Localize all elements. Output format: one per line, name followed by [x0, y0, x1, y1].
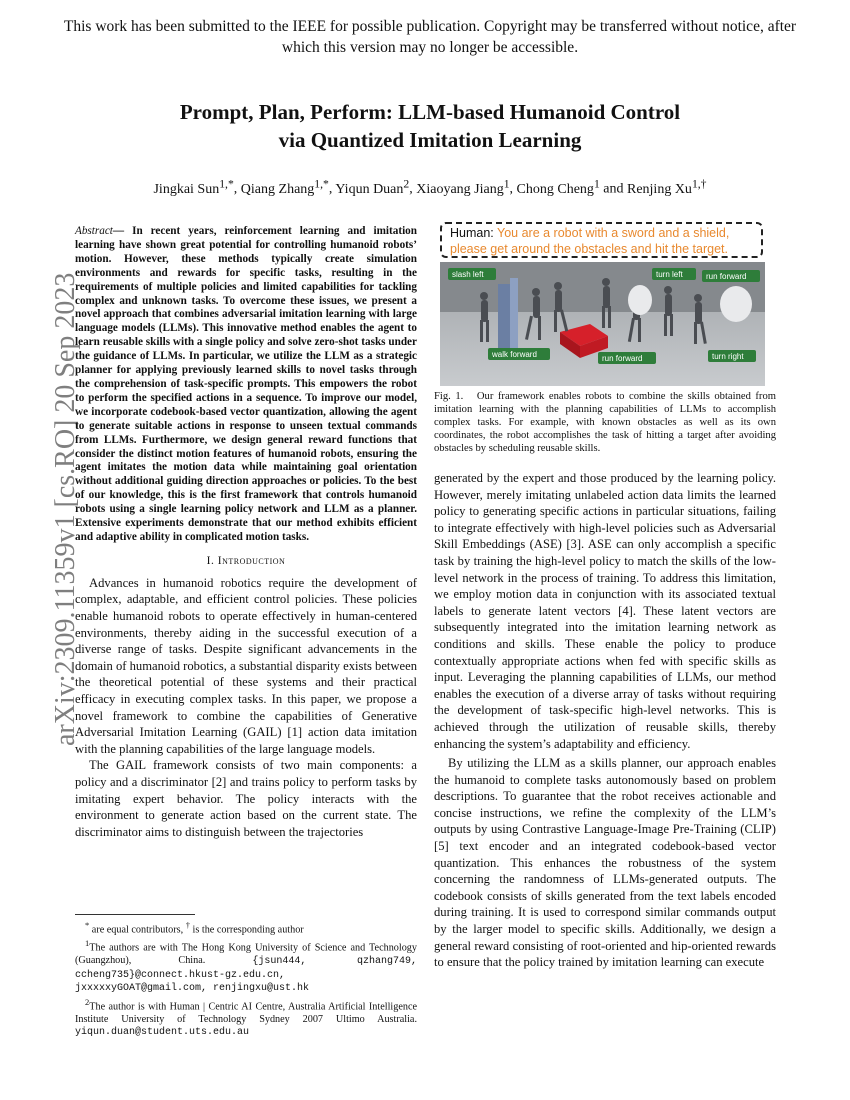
- author-3: Yiqun Duan$^2$: [335, 177, 410, 197]
- left-column: [75, 225, 417, 840]
- author-6: Renjing $Xu^{1,\dagger}$: [626, 177, 707, 197]
- section-heading-introduction: I. Introduction: [206, 554, 286, 567]
- author-list: Jingkai Sun$^{1,*}$, Qiang Zhang$^{1,*}$, Yiqun Duan$^2$, Xiaoyang Jiang$^1$, Chong Cheng$^1$ and Renjing $Xu^{1,\dagger}$: [153, 177, 707, 197]
- paragraph: The GAIL framework consists of two main components: a policy and a discriminator [2] and trains policy to perform tasks by imitating expert behavior. The policy interacts with the environment to generate action based on the current state. The discriminator aims to distinguish between the trajectories: [75, 758, 417, 839]
- submission-notice: This work has been submitted to the IEEE for possible publication. Copyright may be transferred without notice, after which this version may no longer be accessible.: [63, 18, 797, 56]
- footnote-equal-contrib: * are equal contributors, † is the corresponding author: [85, 920, 304, 936]
- arxiv-stamp: [26, 272, 81, 750]
- abstract-label: Abstract: [75, 225, 113, 237]
- paragraph: Advances in humanoid robotics require the development of complex, adaptable, and efficient control policies. These policies enable humanoid robots to operate effectively in human-centered environments, thereby aiding in the successful execution of a diverse range of tasks. Despite significant advancements in the domain of humanoid robotics, a substantial disparity exists between the theoretical potential of these systems and their practical efficacy in executing complex tasks. In this paper, we propose a novel framework to combine the capabilities of Generative Adversarial Imitation Learning (GAIL) [1] action data imitation with the planning capabilities of the large language models.: [75, 575, 417, 756]
- footnote-rule: [75, 914, 195, 915]
- human-prompt-box: [440, 222, 763, 258]
- shield: [720, 286, 752, 322]
- simulation-scene: [440, 262, 765, 386]
- right-column: [434, 470, 776, 971]
- paragraph: By utilizing the LLM as a skills planner, our approach enables the humanoid to complete tasks autonomously based on problem descriptions. To guarantee that the robot receives actionable and concise instructions, we refine the complexity of the LLM’s outputs by using Contrastive Language-Image Pre-Training (CLIP) [5] text encoder and an integrated codebook-based vector quantization. This enhances the robustness of the system concerning the randomness of LLMs-generated outputs. The codebook consists of skills generated from the text labels encoded during training. It is used to correspond similar commands output by the larger model to specific skills. Additionally, we design a general reward consisting of root-oriented and hip-oriented rewards to ensure that the policy trained by imitation learning can execute: [434, 756, 776, 970]
- footnote-affiliation-1: $^1$The authors are with The Hong Kong University of Science and Technology (Guangzhou), China. {jsun444, qzhang749, ccheng735}@connect.hkust-gz.edu.cn, jxxxxxyGOAT@gmail.com, renjingxu@ust.hk: [75, 937, 417, 995]
- prompt-speaker: Human:: [450, 226, 498, 240]
- skill-label: run forward: [602, 354, 643, 363]
- skill-label: turn left: [656, 270, 683, 279]
- author-5: Chong Cheng$^1$: [516, 177, 600, 197]
- figure-caption: [434, 390, 776, 455]
- figure-1: [440, 222, 765, 384]
- author-2: Qiang Zhang$^{1,*}$: [240, 177, 329, 197]
- abstract: Abstract— In recent years, reinforcement learning and imitation learning have shown great potential for controlling humanoid robots’ motion. However, these methods typically create simulation environments and rewards for specific tasks, resulting in the requirements of multiple policies and limited capabilities for tackling complex and unknown tasks. To overcome these issues, we present a novel approach that combines adversarial imitation learning with large language models (LLMs). This innovative method enables the agent to learn reusable skills with a single policy and solve zero-shot tasks under the guidance of LLMs. In particular, we utilize the LLM as a strategic planner for applying previously learned skills to novel tasks through the comprehension of task-specific prompts. This empowers the robot to perform the specified actions in a sequence. To improve our model, we incorporate codebook-based vector quantization, allowing the agent to generate suitable actions in response to unseen textual commands from LLMs. Furthermore, we design general reward functions that consider the distinct motion features of humanoid robots, ensuring the agent imitates the motion data while maintaining goal orientation without additional guiding direction approaches or policies. To the best of our knowledge, this is the first framework that controls humanoid robots using a single learning policy network and LLM as a planner. Extensive experiments demonstrate that our method exhibits efficient and adaptive ability in complicated motion tasks.: [75, 225, 417, 543]
- title-line-2: via Quantized Imitation Learning: [278, 128, 582, 152]
- caption-text: Our framework enables robots to combine the skills obtained from imitation learning with the planning capabilities of LLMs to accomplish complex tasks. For example, with known obstacles as well as its own coordinates, the robot accomplishes the task of hitting a target after avoiding obstacles by scheduling reusable skills.: [434, 391, 776, 454]
- author-1: Jingkai Sun$^{1,*}$: [153, 177, 234, 197]
- intro-left-text: [75, 575, 417, 841]
- obstacle-pillar: [498, 284, 510, 350]
- skill-label: walk forward: [492, 350, 537, 359]
- arxiv-identifier: arXiv:2309.11359v1 [cs.RO] 20 Sep 2023: [50, 272, 81, 746]
- title-line-1: Prompt, Plan, Perform: LLM-based Humanoid Control: [179, 100, 681, 124]
- paragraph: generated by the expert and those produced by the learning policy. However, merely imitating unlabeled action data limits the learned policy to generating specific actions in particular situations, failing to integrate effectively with high-level policies such as Adversarial Skill Embeddings (ASE) [3]. ASE can only accomplish a specific task by training the high-level policy to match the skills of the low-level network in the process of training. To address this limitation, we employ motion data in conjunction with its associated textual labels to generate latent vectors [4]. These latent vectors are subsequently integrated into the imitation learning network as conditions and skills. These enable the policy to produce contextually appropriate actions when fed with specific skills as input. Leveraging the planning capabilities of LLMs, our method enables the execution of a diverse array of tasks without requiring the development of task-specific high-level networks. This is achieved through the utilization of reusable skills, thereby enhancing the system’s adaptability and efficiency.: [434, 471, 776, 751]
- skill-label: run forward: [706, 272, 747, 281]
- obstacle-pillar: [510, 278, 518, 350]
- caption-label: Fig. 1.: [434, 391, 464, 402]
- skill-label: slash left: [452, 270, 484, 279]
- skill-label: turn right: [712, 352, 744, 361]
- shield: [628, 285, 652, 315]
- author-4: Xiaoyang Jiang$^1$: [416, 177, 510, 197]
- prompt-text: You are a robot with a sword and a shield, please get around the obstacles and hit the target.: [450, 226, 730, 256]
- abstract-text: In recent years, reinforcement learning and imitation learning have shown great potential for controlling humanoid robots’ motion. However, these methods typically create simulation environments and rewards for specific tasks, resulting in the requirements of multiple policies and limited capabilities for tackling complex and unknown tasks. To overcome these issues, we present a novel approach that combines adversarial imitation learning with large language models (LLMs). This innovative method enables the agent to learn reusable skills with a single policy and solve zero-shot tasks under the guidance of LLMs. In particular, we utilize the LLM as a strategic planner for applying previously learned skills to novel tasks through the comprehension of task-specific prompts. This empowers the robot to perform the specified actions in a sequence. To improve our model, we incorporate codebook-based vector quantization, allowing the agent to generate suitable actions in response to unseen textual commands from LLMs. Furthermore, we design general reward functions that consider the distinct motion features of humanoid robots, ensuring the agent imitates the motion data while maintaining goal orientation without additional guiding direction approaches or policies. To the best of our knowledge, this is the first framework that controls humanoid robots using a single learning policy network and LLM as a planner. Extensive experiments demonstrate that our method exhibits efficient and adaptive ability in complicated motion tasks.: [75, 225, 417, 543]
- paper-title: [100, 98, 760, 154]
- footnotes: [75, 914, 417, 1040]
- footnote-affiliation-2: $^2$The author is with Human | Centric AI Centre, Australia Artificial Intelligence Institute University of Technology Sydney 2007 Ultimo Australia. yiqun.duan@student.uts.edu.au: [75, 996, 417, 1039]
